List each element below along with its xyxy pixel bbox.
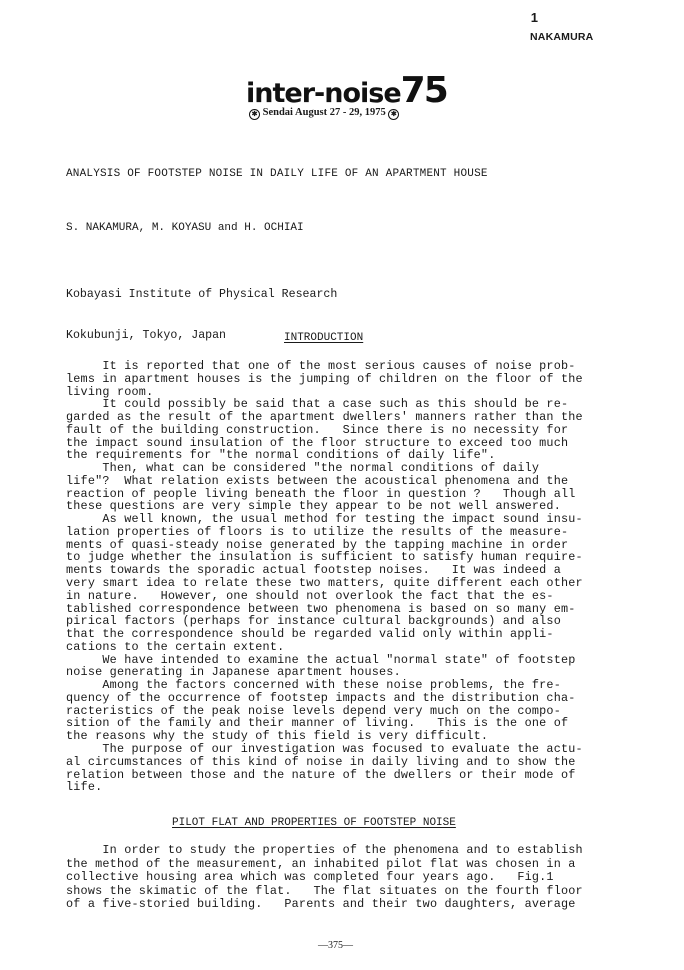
body-line: Then, what can be considered "the normal conditions of daily (66, 461, 540, 476)
body-line: life"? What relation exists between the acoustical phenomena and the (66, 473, 569, 488)
body-line: It is reported that one of the most serious causes of noise prob- (66, 359, 576, 373)
body-line: the method of the measurement, an inhabited pilot flat was chosen in a (66, 856, 576, 871)
body-line: the reasons why the study of this field is very difficult. (66, 729, 489, 744)
affiliation-line: Kokubunji, Tokyo, Japan (66, 328, 227, 342)
emblem-icon: ✱ (388, 109, 399, 120)
body-line: racteristics of the peak noise levels depend very much on the compo- (66, 703, 561, 718)
pilot-flat-body (66, 844, 583, 912)
logo-text: inter-noise (246, 78, 401, 109)
body-line: ments towards the sporadic actual footstep noises. It was indeed a (66, 563, 561, 578)
body-line: sition of the family and their manner of living. This is the one of (66, 716, 569, 731)
logo-number: 75 (400, 70, 447, 111)
body-line: relation between those and the nature of the dwellers or their mode of (66, 767, 576, 782)
venue-text: Sendai August 27 - 29, 1975 (262, 107, 386, 118)
body-line: ments of quasi-steady noise generated by the tapping machine in order (66, 537, 569, 552)
body-line: to judge whether the insulation is sufficient to satisfy human require- (66, 550, 583, 565)
body-line: lems in apartment houses is the jumping of children on the floor of the (66, 371, 583, 386)
body-line: that the correspondence should be regarded valid only within appli- (66, 627, 554, 642)
body-line: garded as the result of the apartment dwellers' manners rather than the (66, 410, 583, 425)
body-line: fault of the building construction. Since there is no necessity for (66, 422, 569, 437)
body-line: In order to study the properties of the phenomena and to establish (66, 843, 583, 857)
body-line: Among the factors concerned with these noise problems, the fre- (66, 678, 561, 693)
section-heading-pilot-flat: PILOT FLAT AND PROPERTIES OF FOOTSTEP NOISE (172, 817, 456, 829)
body-line: lation properties of floors is to utilize the results of the measure- (66, 524, 569, 539)
introduction-body (66, 360, 583, 794)
page-footer-number: —375— (318, 940, 353, 951)
body-line: very smart idea to relate these two matters, quite different each other (66, 576, 583, 591)
body-line: We have intended to examine the actual "normal state" of footstep (66, 652, 576, 667)
body-line: quency of the occurrence of footstep impacts and the distribution cha- (66, 690, 576, 705)
body-line: reaction of people living beneath the floor in question ? Though all (66, 486, 576, 501)
body-line: in nature. However, one should not overlook the fact that the es- (66, 588, 554, 603)
body-line: pirical factors (perhaps for instance cultural backgrounds) and also (66, 614, 561, 629)
conference-venue (249, 107, 399, 120)
body-line: the impact sound insulation of the floor structure to exceed too much (66, 435, 569, 450)
running-header-author: NAKAMURA (530, 31, 594, 43)
body-line: collective housing area which was completed four years ago. Fig.1 (66, 870, 554, 884)
body-line: the requirements for "the normal conditions of daily life". (66, 448, 496, 463)
body-line: noise generating in Japanese apartment houses. (66, 665, 401, 680)
body-line: cations to the certain extent. (66, 639, 285, 654)
section-heading-introduction: INTRODUCTION (284, 332, 364, 344)
body-line: shows the skimatic of the flat. The flat situates on the fourth floor (66, 883, 583, 898)
emblem-icon: ✱ (249, 109, 260, 120)
body-line: The purpose of our investigation was focused to evaluate the actu- (66, 741, 583, 756)
body-line: life. (66, 780, 103, 795)
body-line: tablished correspondence between two phenomena is based on so many em- (66, 601, 576, 616)
conference-logo (246, 70, 447, 111)
affiliation-line: Kobayasi Institute of Physical Research (66, 288, 338, 301)
paper-title: ANALYSIS OF FOOTSTEP NOISE IN DAILY LIFE OF AN APARTMENT HOUSE (66, 168, 488, 180)
body-line: It could possibly be said that a case such as this should be re- (66, 397, 569, 412)
body-line: al circumstances of this kind of noise in daily living and to show the (66, 754, 576, 769)
paper-authors: S. NAKAMURA, M. KOYASU and H. OCHIAI (66, 222, 304, 234)
body-line: As well known, the usual method for testing the impact sound insu- (66, 512, 583, 527)
body-line: living room. (66, 384, 154, 399)
body-line: of a five-storied building. Parents and their two daughters, average (66, 897, 576, 911)
page-number: 1 (530, 10, 538, 25)
body-line: these questions are very simple they appear to be not well answered. (66, 499, 561, 514)
